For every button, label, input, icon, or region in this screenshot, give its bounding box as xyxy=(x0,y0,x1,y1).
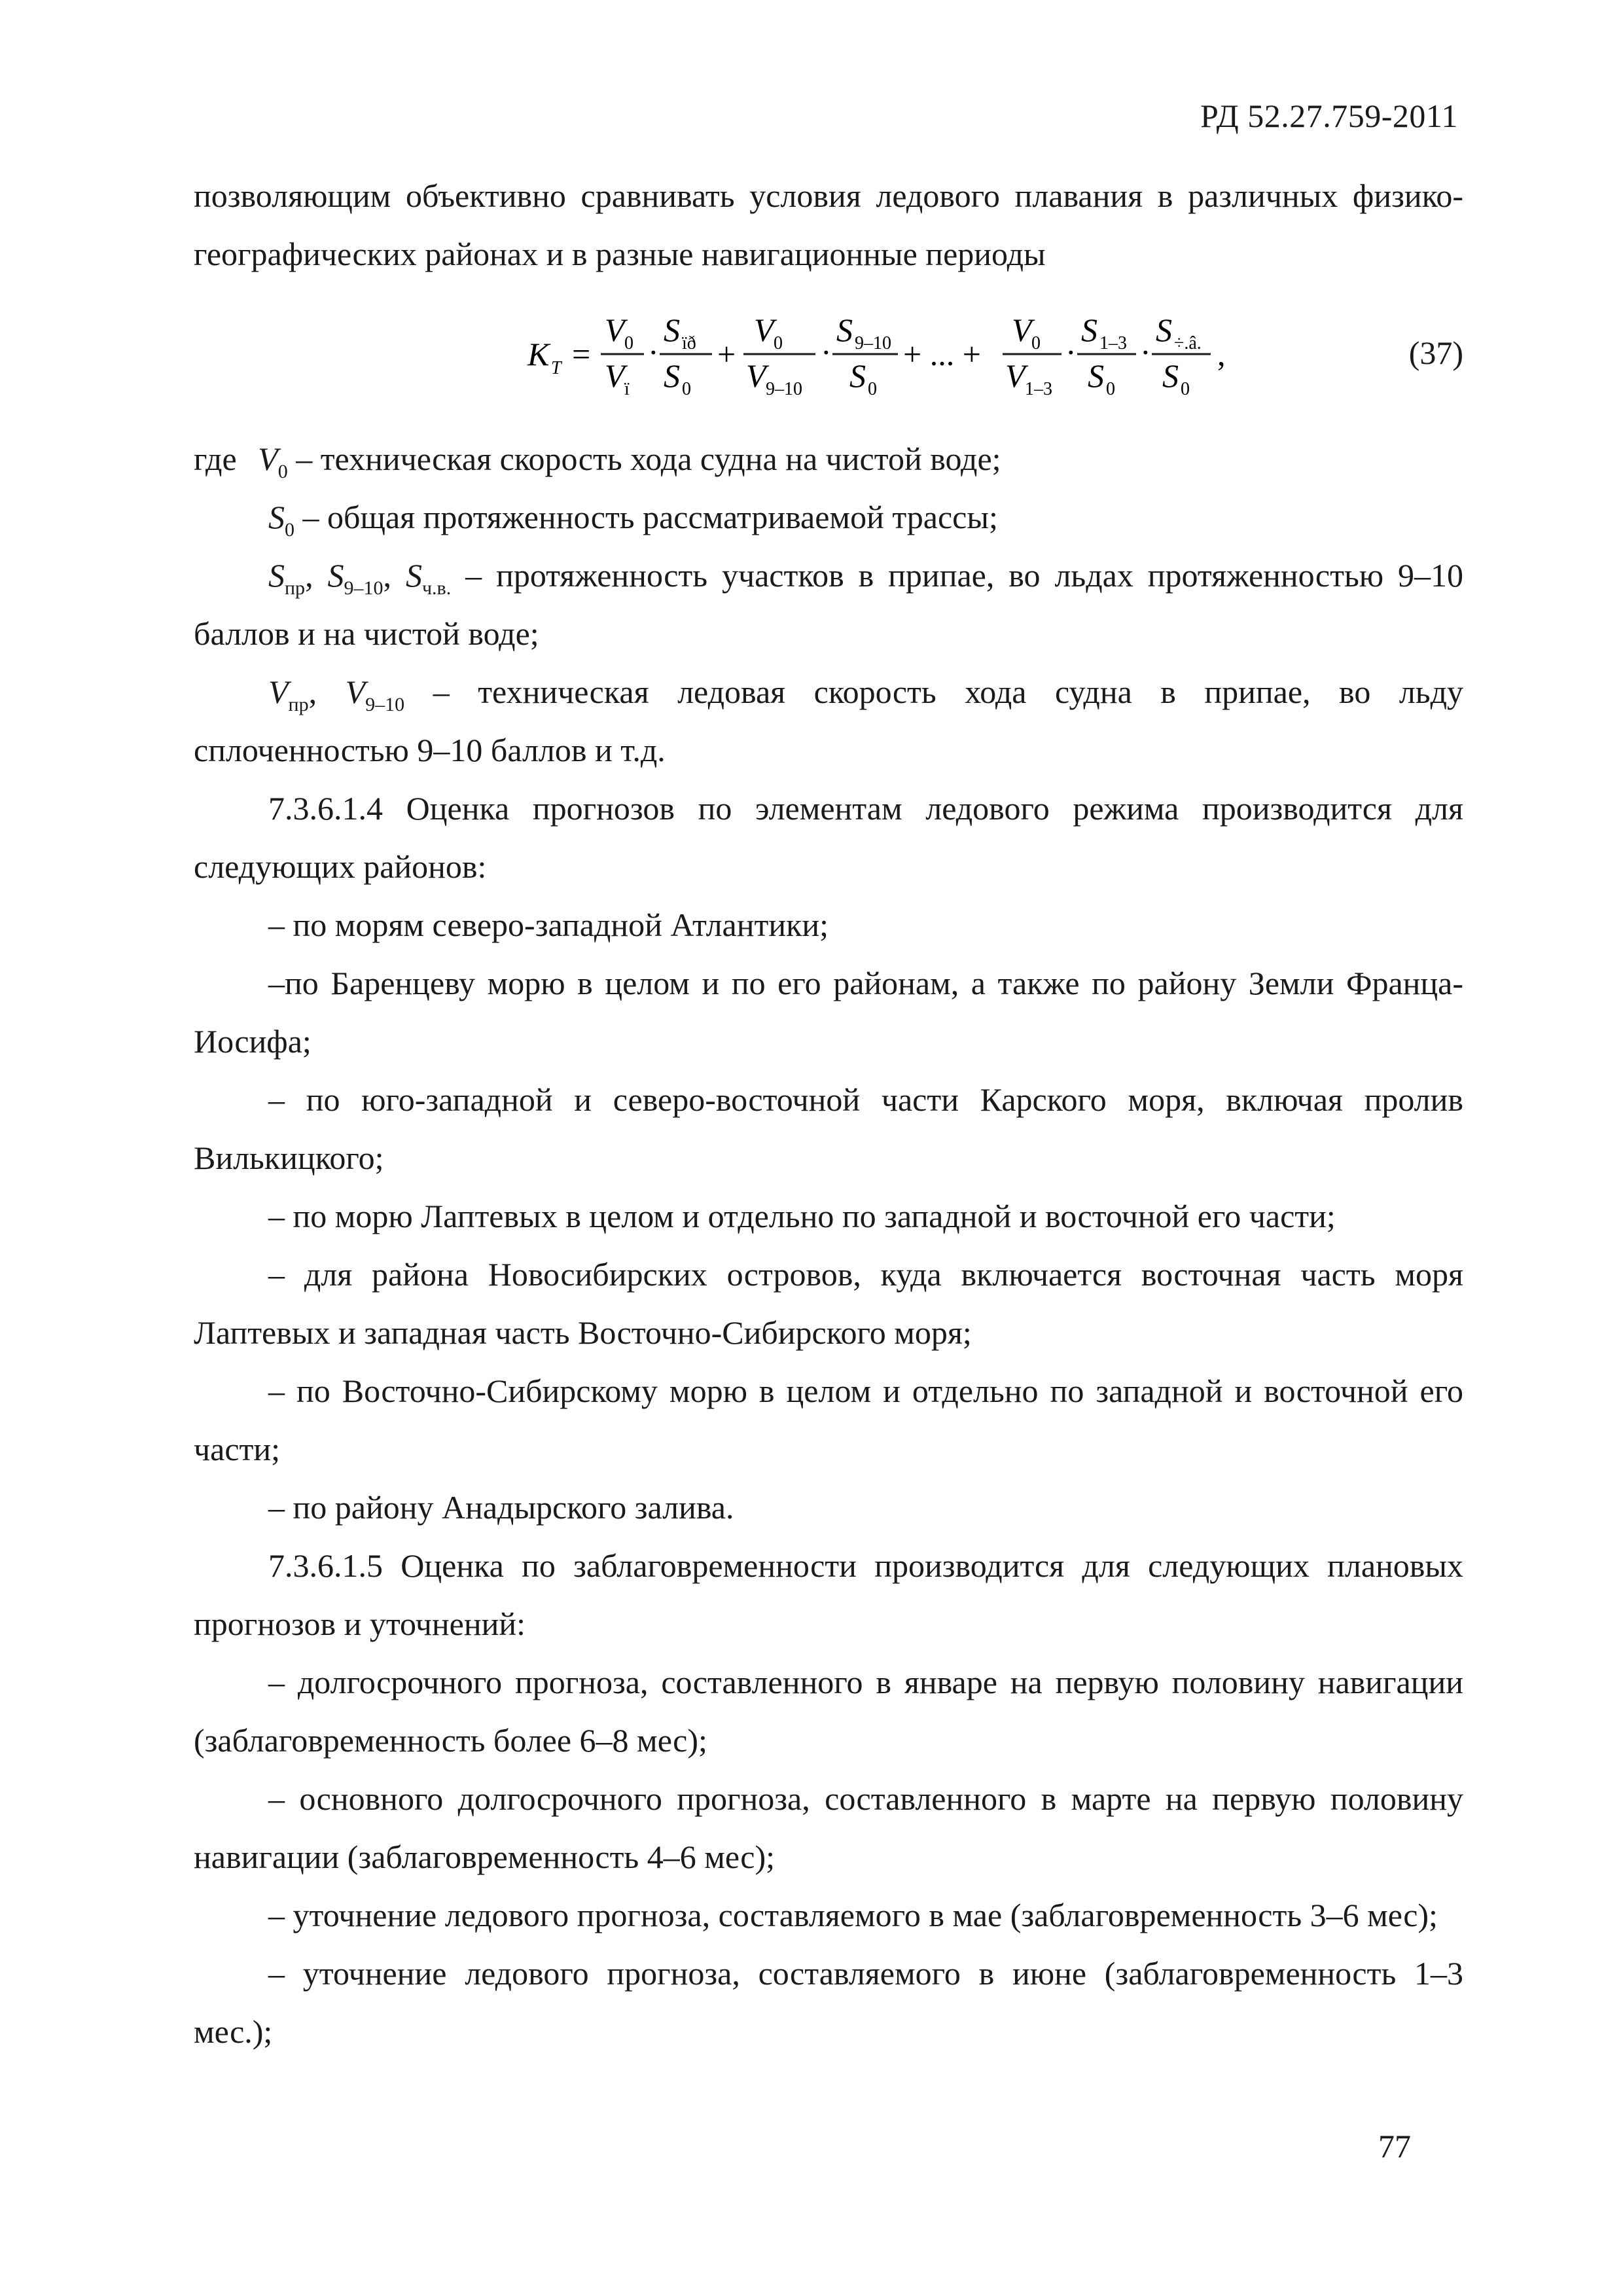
formula-term2-num2: S xyxy=(836,312,853,348)
section-7-3-6-1-4-heading: 7.3.6.1.4 Оценка прогнозов по элементам ледового режима производится для xyxy=(268,790,1463,827)
formula-dot: · xyxy=(1140,334,1151,370)
formula-term2-den1: V xyxy=(746,357,766,394)
formula-expression xyxy=(527,290,1234,421)
definition-text: – техническая скорость хода судна на чистой воде; xyxy=(296,440,1001,477)
formula-term3-den3: S xyxy=(1162,357,1179,394)
formula-term3-num1-sub: 0 xyxy=(1031,333,1041,353)
paragraph-line: географических районах и в разные навигационные периоды xyxy=(194,236,1046,272)
page-body xyxy=(194,167,1463,2061)
separator: , xyxy=(308,673,317,710)
formula-term3-den2: S xyxy=(1088,357,1104,394)
formula-lhs: K xyxy=(527,336,550,372)
formula-term2-den1-sub: 9–10 xyxy=(766,379,802,399)
separator: , xyxy=(305,557,313,594)
definition-s-segments xyxy=(194,547,1463,605)
list-item-continuation: навигации (заблаговременность 4–6 мес); xyxy=(194,1839,776,1875)
formula-dot: · xyxy=(648,334,659,370)
formula-term1-den1-sub: ï xyxy=(624,379,630,399)
symbol-s-cv-sub: ч.в. xyxy=(421,577,452,599)
formula-term3-num3: S xyxy=(1156,312,1172,348)
symbol-v-pr-sub: пр xyxy=(288,694,309,715)
formula-dot: · xyxy=(1065,334,1077,370)
formula-ellipsis: + ... + xyxy=(903,336,981,372)
formula-term3-num2-sub: 1–3 xyxy=(1099,333,1127,353)
list-item: – по району Анадырского залива. xyxy=(268,1489,734,1526)
list-item: – для района Новосибирских островов, куда включается восточная часть моря xyxy=(268,1256,1463,1293)
formula-plus: + xyxy=(717,336,736,372)
symbol-s-pr-sub: пр xyxy=(285,577,306,599)
list-item: – по юго-западной и северо-восточной части Карского моря, включая пролив xyxy=(268,1081,1463,1118)
formula-term3-num1: V xyxy=(1012,312,1032,348)
formula-term1-den2: S xyxy=(664,357,680,394)
formula-term1-num1: V xyxy=(605,312,625,348)
list-item: – основного долгосрочного прогноза, составленного в марте на первую половину xyxy=(268,1780,1463,1817)
paragraph-line: баллов и на чистой воде; xyxy=(194,615,539,652)
formula-lhs-sub: T xyxy=(551,358,562,378)
formula-term2-den2: S xyxy=(849,357,866,394)
list-item: – по Восточно-Сибирскому морю в целом и отдельно по западной и восточной его xyxy=(268,1372,1463,1409)
list-item: – по морям северо-западной Атлантики; xyxy=(268,906,829,943)
list-item-continuation: Вилькицкого; xyxy=(194,1139,384,1176)
definition-v-speeds xyxy=(194,663,1463,721)
list-item-continuation: мес.); xyxy=(194,2013,273,2050)
formula-term1-num1-sub: 0 xyxy=(624,333,633,353)
formula-equals: = xyxy=(572,336,591,372)
symbol-v-pr: V xyxy=(268,673,289,710)
separator: , xyxy=(383,557,391,594)
formula-dot: · xyxy=(821,334,832,370)
formula-term1-den2-sub: 0 xyxy=(682,379,691,399)
symbol-s-9-10-sub: 9–10 xyxy=(344,577,383,599)
list-item: – уточнение ледового прогноза, составляемого в мае (заблаговременность 3–6 мес); xyxy=(268,1897,1438,1933)
formula-term3-num2: S xyxy=(1081,312,1097,348)
symbol-s0-sub: 0 xyxy=(285,519,294,541)
list-item-continuation: (заблаговременность более 6–8 мес); xyxy=(194,1722,707,1759)
formula-term3-num3-sub: ÷.â. xyxy=(1174,333,1202,353)
definition-text: – техническая ледовая скорость хода судна в припае, во льду xyxy=(433,673,1464,710)
formula-term2-den2-sub: 0 xyxy=(868,379,877,399)
definition-v0 xyxy=(194,430,1463,488)
formula-37 xyxy=(194,290,1463,421)
page-number: 77 xyxy=(1378,2128,1411,2164)
symbol-s0: S xyxy=(268,499,285,535)
formula-term3-den1-sub: 1–3 xyxy=(1025,379,1052,399)
paragraph-line: следующих районов: xyxy=(194,848,487,885)
list-item: – долгосрочного прогноза, составленного в январе на первую половину навигации xyxy=(268,1664,1463,1700)
formula-term2-num2-sub: 9–10 xyxy=(855,333,891,353)
equation-number: (37) xyxy=(1408,334,1463,371)
formula-term1-num2-sub: ïð xyxy=(682,333,696,353)
formula-term2-num1-sub: 0 xyxy=(774,333,783,353)
symbol-v-9-10-sub: 9–10 xyxy=(365,694,405,715)
symbol-s-pr: S xyxy=(268,557,285,594)
formula-comma: , xyxy=(1217,336,1226,372)
list-item-continuation: части; xyxy=(194,1431,281,1467)
definition-text: – общая протяженность рассматриваемой трассы; xyxy=(302,499,998,535)
formula-term3-den1: V xyxy=(1005,357,1026,394)
definition-s0 xyxy=(194,488,1463,547)
formula-term1-den1: V xyxy=(605,357,625,394)
symbol-v0: V xyxy=(258,440,278,477)
formula-term1-num2: S xyxy=(664,312,680,348)
formula-svg xyxy=(527,290,1234,421)
symbol-v-9-10: V xyxy=(345,673,366,710)
definition-text: – протяженность участков в припае, во льдах протяженностью 9–10 xyxy=(465,557,1464,594)
paragraph-line: прогнозов и уточнений: xyxy=(194,1605,526,1642)
symbol-s-cv: S xyxy=(405,557,422,594)
list-item-continuation: Иосифа; xyxy=(194,1023,312,1060)
formula-term2-num1: V xyxy=(754,312,774,348)
symbol-v0-sub: 0 xyxy=(277,461,288,482)
where-lead: где xyxy=(194,440,237,477)
formula-term3-den3-sub: 0 xyxy=(1181,379,1190,399)
list-item: –по Баренцеву морю в целом и по его районам, а также по району Земли Франца- xyxy=(268,965,1463,1001)
section-7-3-6-1-5-heading: 7.3.6.1.5 Оценка по заблаговременности производится для следующих плановых xyxy=(268,1547,1463,1584)
list-item: – уточнение ледового прогноза, составляемого в июне (заблаговременность 1–3 xyxy=(268,1955,1463,1992)
symbol-s-9-10: S xyxy=(327,557,344,594)
formula-term3-den2-sub: 0 xyxy=(1106,379,1115,399)
list-item: – по морю Лаптевых в целом и отдельно по западной и восточной его части; xyxy=(268,1198,1336,1234)
document-code: РД 52.27.759-2011 xyxy=(1200,98,1458,134)
paragraph-line: позволяющим объективно сравнивать условия ледового плавания в различных физико- xyxy=(194,177,1463,214)
list-item-continuation: Лаптевых и западная часть Восточно-Сибирского моря; xyxy=(194,1314,972,1351)
paragraph-line: сплоченностью 9–10 баллов и т.д. xyxy=(194,732,666,768)
